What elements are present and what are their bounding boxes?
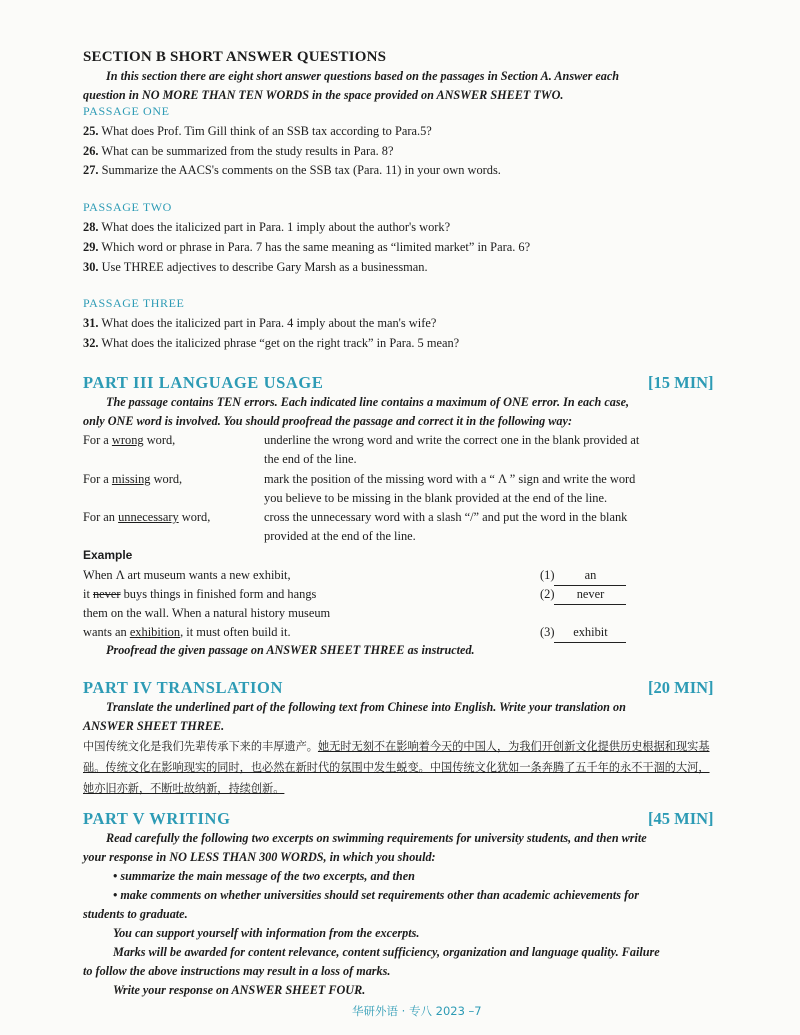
part-4-instruction-line1: Translate the underlined part of the following text from Chinese into English. Write your translation on — [106, 700, 626, 714]
question-27: 27. Summarize the AACS's comments on the SSB tax (Para. 11) in your own words. — [83, 163, 501, 177]
part-5-time: [45 MIN] — [648, 809, 714, 828]
example-line-1: When Λ art museum wants a new exhibit, — [83, 568, 291, 582]
writing-bullet-1: • summarize the main message of the two excerpts, and then — [113, 869, 415, 883]
rule-missing-desc-line1: mark the position of the missing word with a “ Λ ” sign and write the word — [264, 472, 636, 486]
part-4-instruction-line2: ANSWER SHEET THREE. — [83, 719, 225, 733]
rule-wrong-label: For a wrong word, — [83, 433, 176, 447]
example-line-2: it never buys things in finished form and hangs — [83, 587, 317, 601]
rule-missing-desc-line2: you believe to be missing in the blank provided at the end of the line. — [264, 491, 608, 505]
section-b-instruction-line1: In this section there are eight short answer questions based on the passages in Section A. Answer each — [106, 69, 620, 83]
part-5-instruction-line2: your response in NO LESS THAN 300 WORDS, in which you should: — [83, 850, 436, 864]
section-b-title: SECTION B SHORT ANSWER QUESTIONS — [83, 49, 387, 65]
question-30: 30. Use THREE adjectives to describe Gary Marsh as a businessman. — [83, 260, 428, 274]
question-28: 28. What does the italicized part in Para. 1 imply about the author's work? — [83, 220, 451, 234]
part-3-instruction-line1: The passage contains TEN errors. Each indicated line contains a maximum of ONE error. In each case, — [106, 395, 630, 409]
part-5-title: PART V WRITING — [83, 809, 231, 828]
passage-one-label: PASSAGE ONE — [83, 104, 170, 118]
rule-missing-label: For a missing word, — [83, 472, 183, 486]
question-26: 26. What can be summarized from the study results in Para. 8? — [83, 144, 394, 158]
example-label: Example — [83, 548, 133, 562]
question-32: 32. What does the italicized phrase “get on the right track” in Para. 5 mean? — [83, 336, 460, 350]
question-29: 29. Which word or phrase in Para. 7 has the same meaning as “limited market” in Para. 6? — [83, 240, 531, 254]
rule-wrong-desc-line2: the end of the line. — [264, 452, 357, 466]
passage-two-label: PASSAGE TWO — [83, 200, 172, 214]
writing-marks-line2: to follow the above instructions may result in a loss of marks. — [83, 964, 391, 978]
passage-three-label: PASSAGE THREE — [83, 296, 185, 310]
writing-marks-line1: Marks will be awarded for content relevance, content sufficiency, organization and language quality. Failure — [113, 945, 660, 959]
section-b-instruction-line2: question in NO MORE THAN TEN WORDS in the space provided on ANSWER SHEET TWO. — [83, 88, 564, 102]
answer-1: (1) an — [540, 566, 626, 586]
bullet-icon: • — [113, 888, 121, 902]
part-5-instruction-line1: Read carefully the following two excerpts on swimming requirements for university students, and then write — [106, 831, 647, 845]
question-31: 31. What does the italicized part in Para. 4 imply about the man's wife? — [83, 316, 437, 330]
bullet-icon: • — [113, 869, 121, 883]
part-3-title: PART III LANGUAGE USAGE — [83, 373, 324, 392]
example-line-3: them on the wall. When a natural history museum — [83, 606, 331, 620]
part-4-title: PART IV TRANSLATION — [83, 678, 284, 697]
rule-wrong-desc-line1: underline the wrong word and write the correct one in the blank provided at — [264, 433, 640, 447]
part-4-time: [20 MIN] — [648, 678, 714, 697]
answer-2: (2) never — [540, 585, 626, 605]
rule-unnecessary-desc-line1: cross the unnecessary word with a slash “/” and put the word in the blank — [264, 510, 628, 524]
chinese-passage-plain: 中国传统文化是我们先辈传承下来的丰厚遗产。 — [83, 740, 318, 753]
page-footer: 华研外语 · 专八 2023 –7 — [352, 1004, 482, 1018]
part-3-instruction-line2: only ONE word is involved. You should proofread the passage and correct it in the following way: — [83, 414, 572, 428]
chinese-passage-underlined: 她无时无刻不在影响着今天的中国人，为我们开创新文化提供历史根据和现实基础。传统文化在影响现实的同时，也必然在新时代的氛围中发生蜕变。中国传统文化犹如一条奔腾了五千年的永不干涸的大河，她亦旧亦新，不断吐故纳新，持续创新。 — [83, 740, 710, 795]
writing-bullet-2-line1: • make comments on whether universities should set requirements other than academic achievements for — [113, 888, 639, 902]
question-25: 25. What does Prof. Tim Gill think of an SSB tax according to Para.5? — [83, 124, 432, 138]
proofread-note: Proofread the given passage on ANSWER SHEET THREE as instructed. — [106, 643, 475, 657]
chinese-passage — [83, 736, 719, 799]
writing-support-note: You can support yourself with information from the excerpts. — [113, 926, 420, 940]
writing-response-note: Write your response on ANSWER SHEET FOUR. — [113, 983, 366, 997]
answer-3: (3) exhibit — [540, 623, 626, 643]
rule-unnecessary-desc-line2: provided at the end of the line. — [264, 529, 416, 543]
writing-bullet-2-line2: students to graduate. — [83, 907, 188, 921]
rule-unnecessary-label: For an unnecessary word, — [83, 510, 211, 524]
example-line-4: wants an exhibition, it must often build it. — [83, 625, 291, 639]
part-3-time: [15 MIN] — [648, 373, 714, 392]
